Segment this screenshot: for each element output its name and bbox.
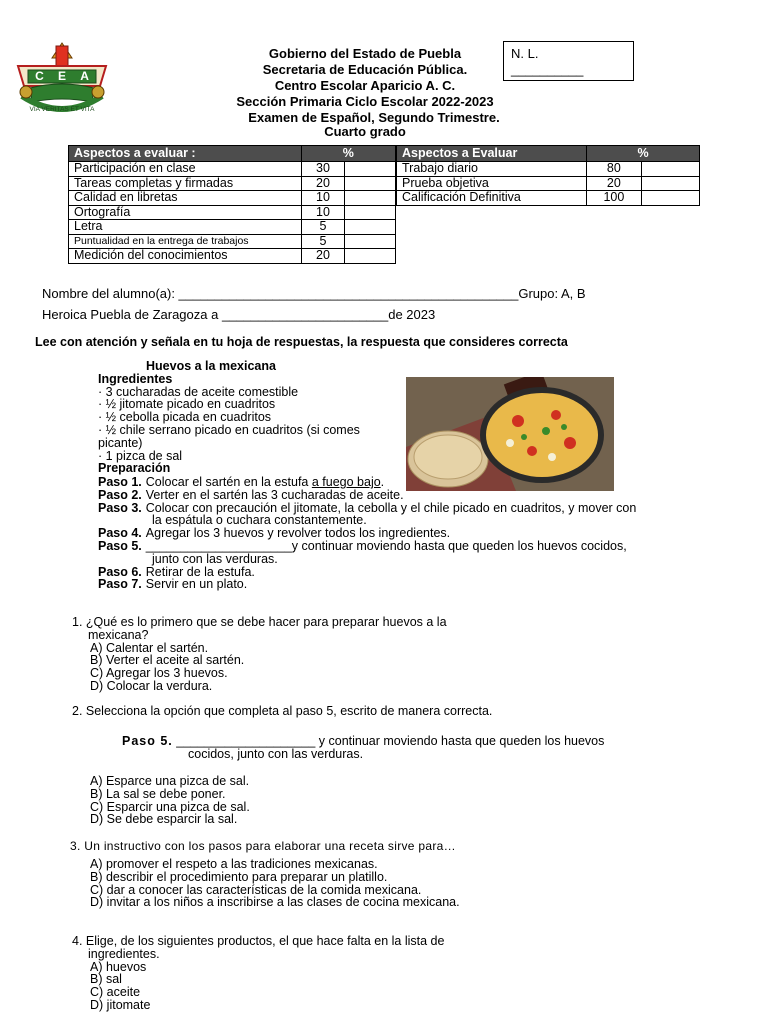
aspect-value: 80 <box>587 162 642 177</box>
question-text: 4. Elige, de los siguientes productos, el que hace falta en la lista de <box>72 934 445 948</box>
step-label: Paso 2. <box>98 487 142 502</box>
score-cell[interactable] <box>345 162 396 177</box>
answer-option[interactable]: B) describir el procedimiento para preparar un platillo. <box>90 869 388 884</box>
aspect-label: Ortografía <box>69 205 302 220</box>
aspect-label: Tareas completas y firmadas <box>69 176 302 191</box>
step-label: Paso 7. <box>98 577 142 592</box>
header-line: Cuarto grado <box>324 124 406 139</box>
question-4 <box>72 935 444 1012</box>
date-line[interactable]: Heroica Puebla de Zaragoza a _______________________de 2023 <box>42 307 436 322</box>
step-label: Paso 6. <box>98 564 142 579</box>
answer-option[interactable]: C) Agregar los 3 huevos. <box>90 666 228 681</box>
question-3-options <box>90 858 460 909</box>
aspect-label: Trabajo diario <box>397 162 587 177</box>
score-cell[interactable] <box>345 220 396 235</box>
step-text: junto con las verduras. <box>152 551 278 566</box>
header-line: Examen de Español, Segundo Trimestre. <box>248 110 500 125</box>
question-text: 1. ¿Qué es lo primero que se debe hacer para preparar huevos a la <box>72 615 447 629</box>
table-header: Aspectos a Evaluar <box>397 146 587 162</box>
step-text: Verter en el sartén las 3 cucharadas de aceite. <box>145 487 404 502</box>
answer-option[interactable]: D) invitar a los niños a inscribirse a las clases de cocina mexicana. <box>90 895 460 910</box>
aspect-value: 5 <box>301 220 345 235</box>
aspect-label: Calificación Definitiva <box>397 191 587 206</box>
header-line: Sección Primaria Ciclo Escolar 2022-2023 <box>236 94 494 109</box>
aspect-value: 20 <box>301 176 345 191</box>
answer-option[interactable]: C) dar a conocer las características de la comida mexicana. <box>90 882 422 897</box>
step-text: Colocar el sartén en la estufa a fuego bajo. <box>145 475 385 489</box>
recipe-section <box>98 360 398 475</box>
score-cell[interactable] <box>345 191 396 206</box>
score-cell[interactable] <box>641 162 699 177</box>
answer-option[interactable]: D) Colocar la verdura. <box>90 678 213 693</box>
step-label: Paso 3. <box>98 500 142 515</box>
table-row <box>397 191 700 206</box>
step-text: Colocar con precaución el jitomate, la cebolla y el chile picado en cuadritos, y mover con <box>145 500 637 515</box>
step-text: cocidos, junto con las verduras. <box>188 746 364 761</box>
score-cell[interactable] <box>345 205 396 220</box>
answer-option[interactable]: C) Esparcir una pizca de sal. <box>90 799 250 814</box>
question-text: mexicana? <box>88 627 149 642</box>
step-label: Paso 1. <box>98 475 142 489</box>
aspect-value: 20 <box>301 249 345 264</box>
nl-label: N. L. <box>511 46 539 61</box>
nl-line: __________ <box>511 62 584 77</box>
aspect-label: Calidad en libretas <box>69 191 302 206</box>
logo-letter: E <box>57 69 66 83</box>
question-3 <box>70 840 456 853</box>
table-header: Aspectos a evaluar : <box>69 146 302 162</box>
aspect-value: 10 <box>301 205 345 220</box>
student-name-line[interactable]: Nombre del alumno(a): _______________________________________________Grupo: A, B <box>42 286 586 301</box>
aspect-value: 10 <box>301 191 345 206</box>
question-text: ingredientes. <box>88 946 160 961</box>
score-cell[interactable] <box>345 249 396 264</box>
step-text: la espátula o cuchara constantemente. <box>152 513 367 528</box>
question-text: 3. Un instructivo con los pasos para elaborar una receta sirve para… <box>70 839 456 853</box>
question-2-step <box>122 735 604 761</box>
step-text: ____________________ y continuar moviendo hasta que queden los huevos <box>172 734 605 748</box>
steps-section <box>98 476 708 591</box>
answer-option[interactable]: A) Calentar el sartén. <box>90 640 209 655</box>
ingredient-item: · ½ jitomate picado en cuadritos <box>98 397 276 412</box>
step-label: Paso 5. <box>98 538 142 553</box>
answer-option[interactable]: A) Esparce una pizca de sal. <box>90 774 250 788</box>
table-row <box>69 249 396 264</box>
ingredients-title: Ingredientes <box>98 371 173 386</box>
ingredient-item: · ½ cebolla picada en cuadritos <box>98 410 272 425</box>
aspects-table-left <box>68 145 396 264</box>
answer-option[interactable]: D) Se debe esparcir la sal. <box>90 812 238 827</box>
answer-option[interactable]: A) promover el respeto a las tradiciones mexicanas. <box>90 857 378 871</box>
logo-motto: VIA VERITAS ET VITA <box>29 106 95 113</box>
step-text: Servir en un plato. <box>145 577 248 592</box>
nl-box[interactable] <box>503 41 634 81</box>
table-row <box>397 162 700 177</box>
score-cell[interactable] <box>345 234 396 249</box>
logo-letter: A <box>80 69 89 83</box>
step-label: Paso 4. <box>98 526 142 541</box>
answer-option[interactable]: A) huevos <box>90 959 147 974</box>
table-row <box>69 176 396 191</box>
step-label: Paso 5. <box>122 734 173 748</box>
answer-option[interactable]: B) Verter el aceite al sartén. <box>90 653 245 668</box>
instruction-text: Lee con atención y señala en tu hoja de respuestas, la respuesta que consideres correcta <box>35 335 568 349</box>
step-text: _____________________y continuar moviendo hasta que queden los huevos cocidos, <box>145 538 627 553</box>
step-text: Retirar de la estufa. <box>145 564 255 579</box>
aspect-value: 20 <box>587 176 642 191</box>
aspect-label: Prueba objetiva <box>397 176 587 191</box>
table-row <box>69 191 396 206</box>
recipe-title: Huevos a la mexicana <box>146 359 276 373</box>
table-header-percent: % <box>301 146 395 162</box>
question-2-options <box>90 775 250 826</box>
ingredient-item: · 1 pizca de sal <box>98 448 183 463</box>
aspect-label: Participación en clase <box>69 162 302 177</box>
ingredient-item: · ½ chile serrano picado en cuadritos (si comes picante) <box>98 422 360 450</box>
table-row <box>69 205 396 220</box>
preparation-title: Preparación <box>98 461 171 476</box>
aspect-label: Letra <box>69 220 302 235</box>
question-2 <box>72 705 492 718</box>
header-line: Secretaria de Educación Pública. <box>262 62 468 77</box>
table-row <box>69 220 396 235</box>
header-line: Gobierno del Estado de Puebla <box>268 46 462 61</box>
table-header-percent: % <box>587 146 700 162</box>
question-1 <box>72 616 447 693</box>
score-cell[interactable] <box>641 191 699 206</box>
food-photo <box>406 377 614 491</box>
aspect-value: 5 <box>301 234 345 249</box>
answer-option[interactable]: C) aceite <box>90 985 141 1000</box>
question-text: 2. Selecciona la opción que completa al paso 5, escrito de manera correcta. <box>72 704 493 718</box>
table-row <box>397 176 700 191</box>
aspect-label: Medición del conocimientos <box>69 249 302 264</box>
logo-letter: C <box>35 69 44 83</box>
header-line: Centro Escolar Aparicio A. C. <box>274 78 456 93</box>
table-row <box>69 234 396 249</box>
answer-option[interactable]: B) La sal se debe poner. <box>90 786 226 801</box>
answer-option[interactable]: D) jitomate <box>90 997 151 1012</box>
school-logo <box>12 40 112 122</box>
aspect-value: 100 <box>587 191 642 206</box>
ingredient-item: · 3 cucharadas de aceite comestible <box>98 384 299 399</box>
aspect-value: 30 <box>301 162 345 177</box>
step-text: Agregar los 3 huevos y revolver todos los ingredientes. <box>145 526 451 541</box>
answer-option[interactable]: B) sal <box>90 972 122 987</box>
table-row <box>69 162 396 177</box>
aspects-table-right <box>396 145 700 206</box>
score-cell[interactable] <box>641 176 699 191</box>
aspect-label: Puntualidad en la entrega de trabajos <box>69 234 302 249</box>
score-cell[interactable] <box>345 176 396 191</box>
